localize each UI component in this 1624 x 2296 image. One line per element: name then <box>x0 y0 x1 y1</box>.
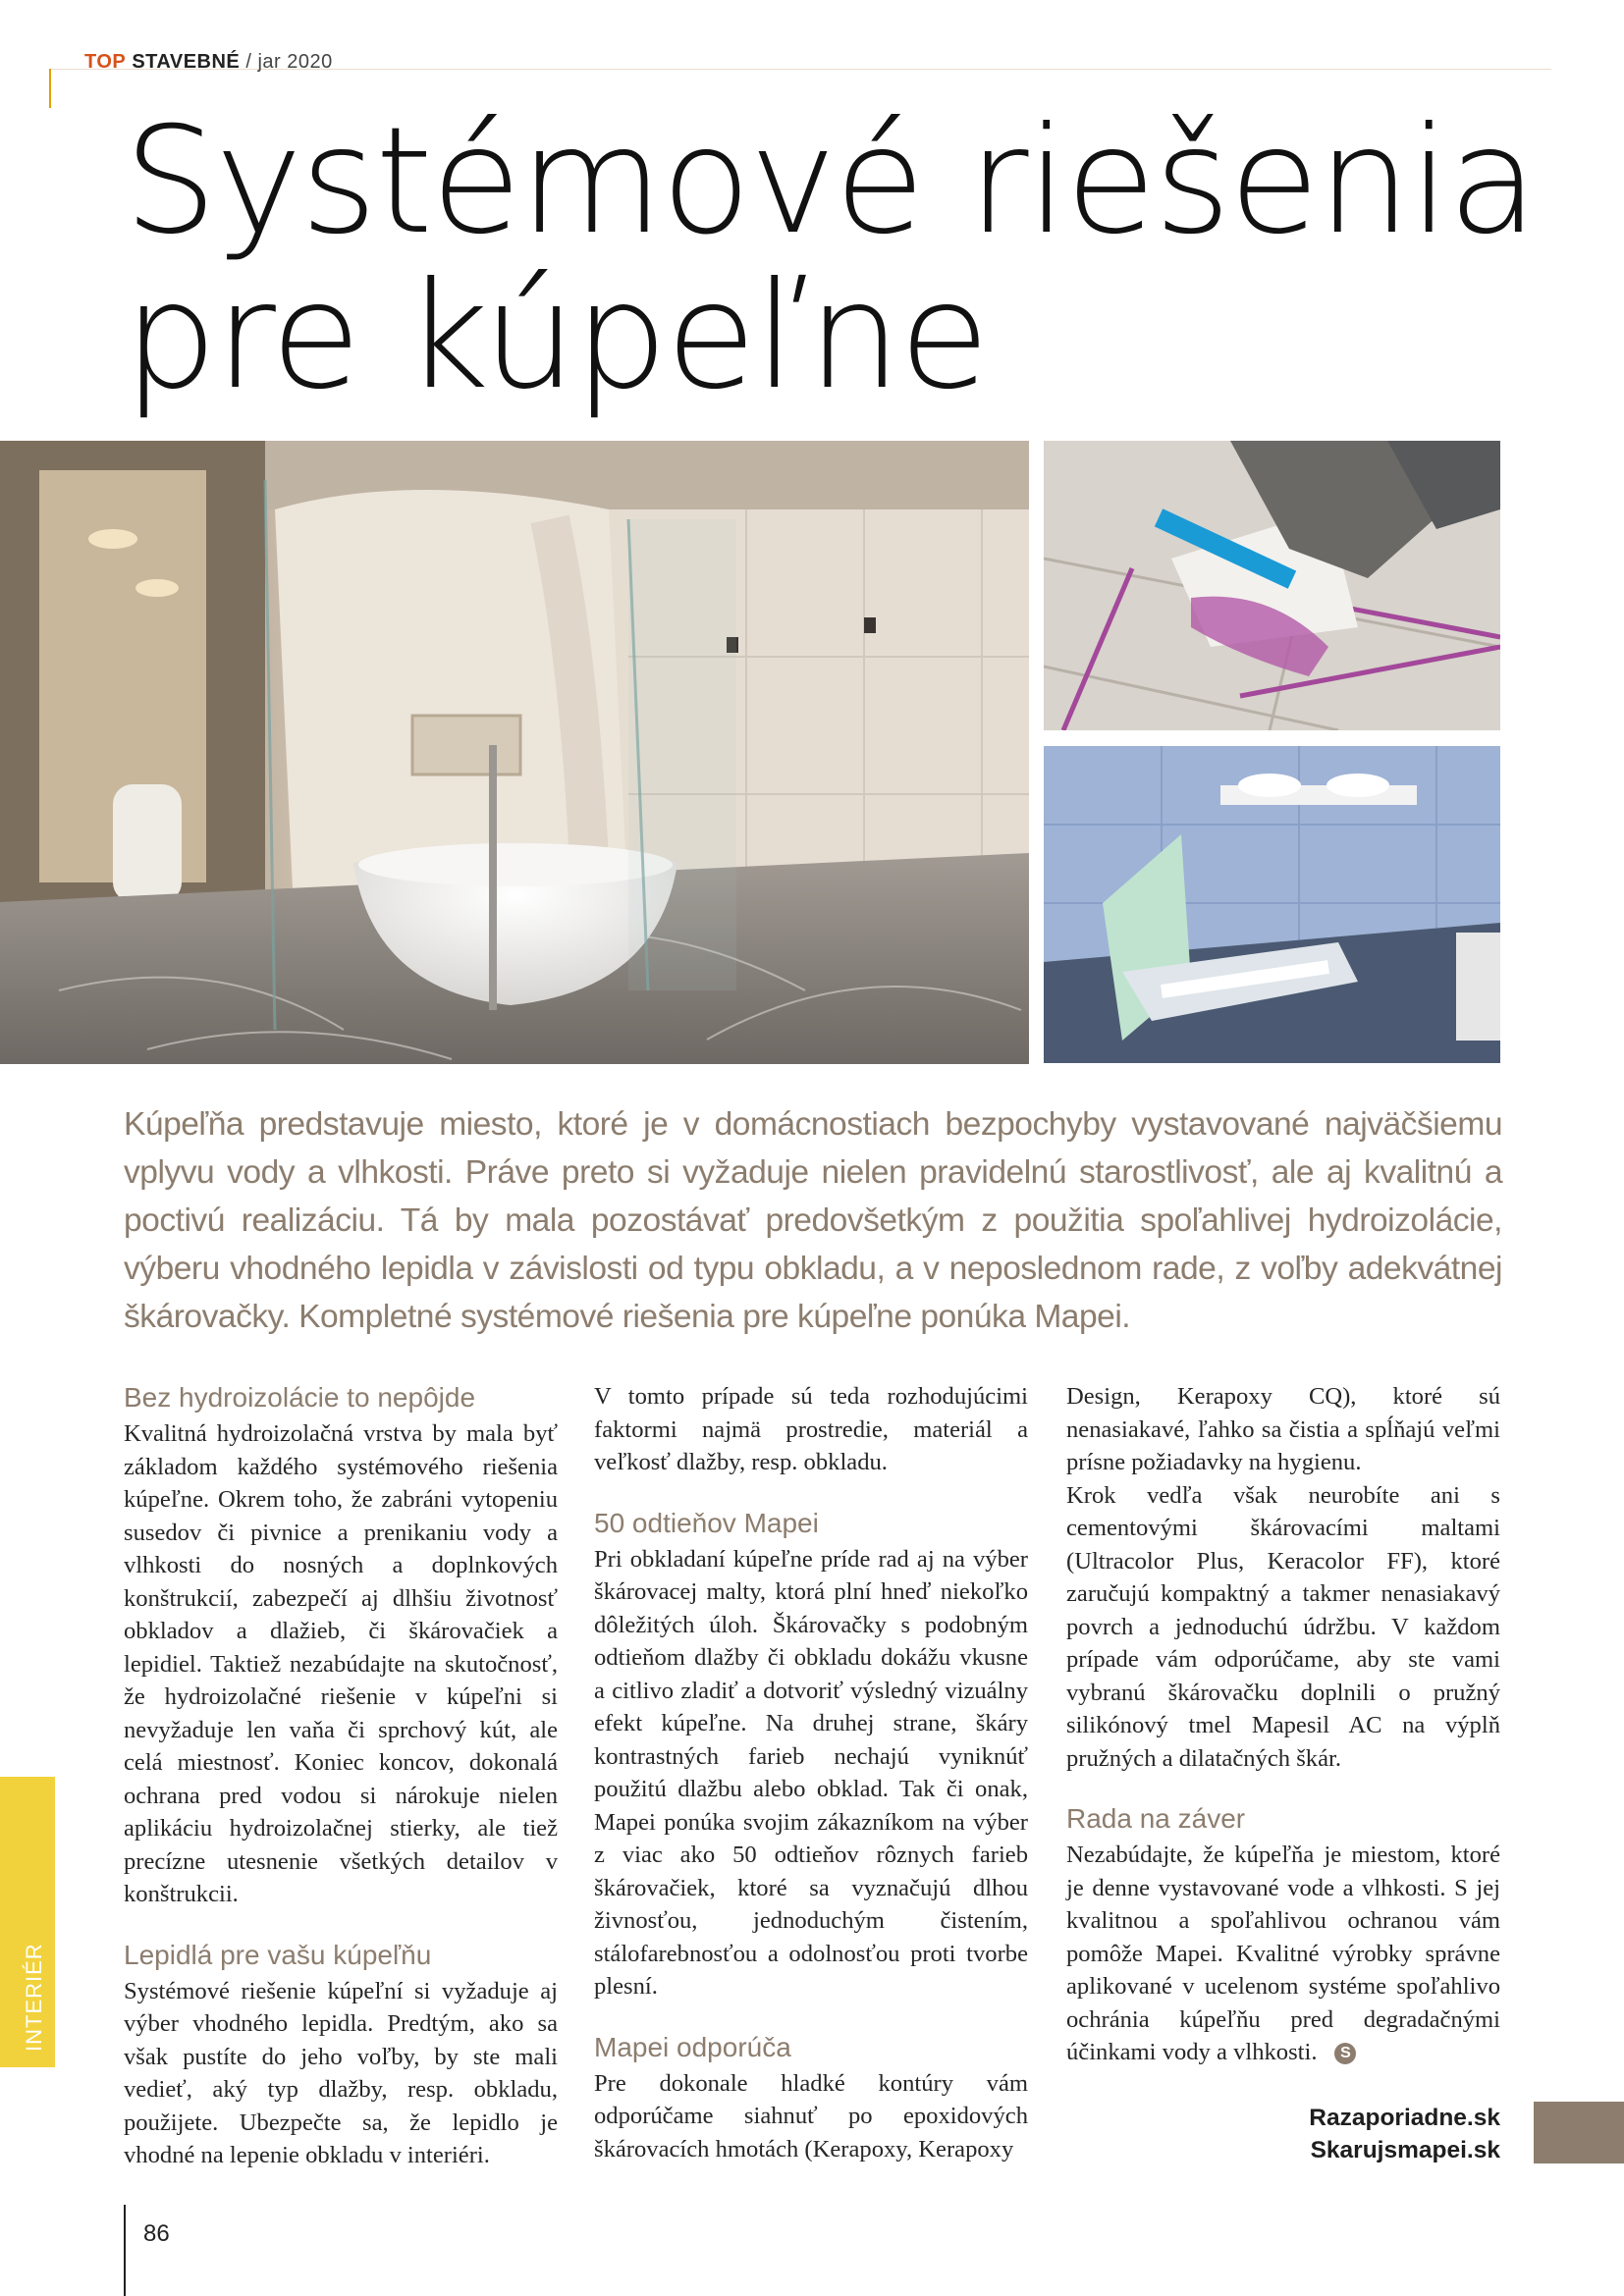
text-hydro: Kvalitná hydroizolačná vrstva by mala byť základom každého systémového riešenia kúpeľne. Okrem toho, že zabráni vytopeniu susedov či pivnice a prenikaniu vody a vlhkosti do nosných a doplnkových konštrukcií, zabezpečí aj dlhšiu životnosť obkladov a dlažieb, či škárovačiek a lepidiel. Taktiež nezabúdajte na skutočnosť, že hydroizolačné riešenie v kúpeľni si nevyžaduje len vaňa či sprchový kút, ale celá miestnosť. Koniec koncov, dokonalá ochrana pred vodou si nárokuje nielen aplikáciu hydroizolačnej stierky, ale tiež precízne utesnenie všetkých detailov v konštrukcii. <box>124 1420 558 1907</box>
lead-paragraph: Kúpeľňa predstavuje miesto, ktoré je v domácnostiach bezpochyby vystavované najväčšiemu vplyvu vody a vlhkosti. Práve preto si vyžaduje nielen pravidelnú starostlivosť, ale aj kvalitnú a poctivú realizáciu. Tá by mala pozostávať predovšetkým z použitia spoľahlivej hydroizolácie, výberu vhodného lepidla v závislosti od typu obkladu, a v neposlednom rade, z voľby adekvátnej škárovačky. Kompletné systémové riešenia pre kúpeľne ponúka Mapei. <box>124 1106 1502 1335</box>
title-line-2: pre kúpeľne <box>124 251 988 422</box>
waterproofing-photo <box>1044 746 1500 1063</box>
text-zaver <box>1066 1839 1500 2069</box>
grout-application-photo <box>1044 441 1500 730</box>
article-title <box>124 96 1547 422</box>
link-skarujsmapei[interactable]: Skarujsmapei.sk <box>1310 2137 1500 2163</box>
header-issue: / jar 2020 <box>245 51 333 73</box>
column-1 <box>124 1380 558 2172</box>
text-zaver-body: Nezabúdajte, že kúpeľňa je miestom, ktoré je denne vystavované vode a vlhkosti. S jej kvalitnou a spoľahlivou ochranou vám pomôže Mapei. Kvalitné výrobky správne aplikované v ucelenom systéme spoľahlivo ochránia kúpeľňu pred degradačnými účinkami vody a vlhkosti. <box>1066 1842 1500 2065</box>
header-top: TOP <box>84 51 127 73</box>
link-razaporiadne[interactable]: Razaporiadne.sk <box>1309 2105 1500 2131</box>
page-number: 86 <box>143 2220 170 2247</box>
text-lepidla-cont: V tomto prípade sú teda rozhodujúcimi faktormi najmä prostredie, materiál a veľkosť dlažby, resp. obkladu. <box>594 1383 1028 1475</box>
bathroom-photo <box>0 441 1029 1064</box>
text-odtiene: Pri obkladaní kúpeľne príde rad aj na výber škárovacej malty, ktorá plní hneď niekoľko dôležitých úloh. Škárovačky s podobným odtieňom dlažby či obkladu dokážu vkusne a citlivo zladiť a dotvoriť výsledný vizuálny efekt kúpeľne. Na druhej strane, škáry kontrastných farieb nechajú vyniknúť použitú dlažbu alebo obklad. Tak či onak, Mapei ponúka svojim zákazníkom na výber z viac ako 50 odtieňov rôznych farieb škárovačiek, ktoré sa vyznačujú dlhou živnosťou, jednoduchým čistením, stálofarebnosťou a odolnosťou proti tvorbe plesní. <box>594 1545 1028 2000</box>
website-links <box>1309 2102 1500 2166</box>
text-odporuca-cont-1: Design, Kerapoxy CQ), ktoré sú nenasiakavé, ľahko sa čistia a spĺňajú veľmi prísne požiadavky na hygienu. <box>1066 1383 1500 1475</box>
column-3 <box>1066 1380 1500 2069</box>
heading-zaver: Rada na záver <box>1066 1803 1246 1834</box>
accent-block <box>1534 2102 1624 2163</box>
column-2 <box>594 1380 1028 2165</box>
heading-odporuca: Mapei odporúča <box>594 2031 791 2062</box>
footer-rule <box>124 2205 126 2296</box>
title-line-1: Systémové riešenia <box>124 96 1537 267</box>
text-odporuca: Pre dokonale hladké kontúry vám odporúčame siahnuť po epoxidových škárovacích hmotách (Kerapoxy, Kerapoxy <box>594 2069 1028 2163</box>
text-lepidla: Systémové riešenie kúpeľní si vyžaduje aj výber vhodného lepidla. Predtým, ako sa však pustíte do jeho voľby, by ste mali vedieť, aký typ dlažby, resp. obkladu, použijete. Ubezpečte sa, že lepidlo je vhodné na lepenie obkladu v interiéri. <box>124 1977 558 2168</box>
heading-hydro: Bez hydroizolácie to nepôjde <box>124 1382 476 1413</box>
header-brand: STAVEBNÉ <box>132 51 241 73</box>
heading-odtiene: 50 odtieňov Mapei <box>594 1507 819 1538</box>
heading-lepidla: Lepidlá pre vašu kúpeľňu <box>124 1939 432 1970</box>
end-mark-icon: S <box>1334 2043 1356 2064</box>
text-odporuca-cont-2: Krok vedľa však neurobíte ani s cementovými škárovacími maltami (Ultracolor Plus, Keracolor FF), ktoré zaručujú kompaktný a takmer nenasiakavý povrch a jednoduchú údržbu. V každom prípade vám odporúčame, aby ste vami vybranú škárovačku doplnili o pružný silikónový tmel Mapesil AC na výplň pružných a dilatačných škár. <box>1066 1481 1500 1772</box>
section-label: INTERIÉR <box>22 1943 46 2052</box>
magazine-header <box>84 51 333 74</box>
header-accent-bar <box>49 69 51 108</box>
